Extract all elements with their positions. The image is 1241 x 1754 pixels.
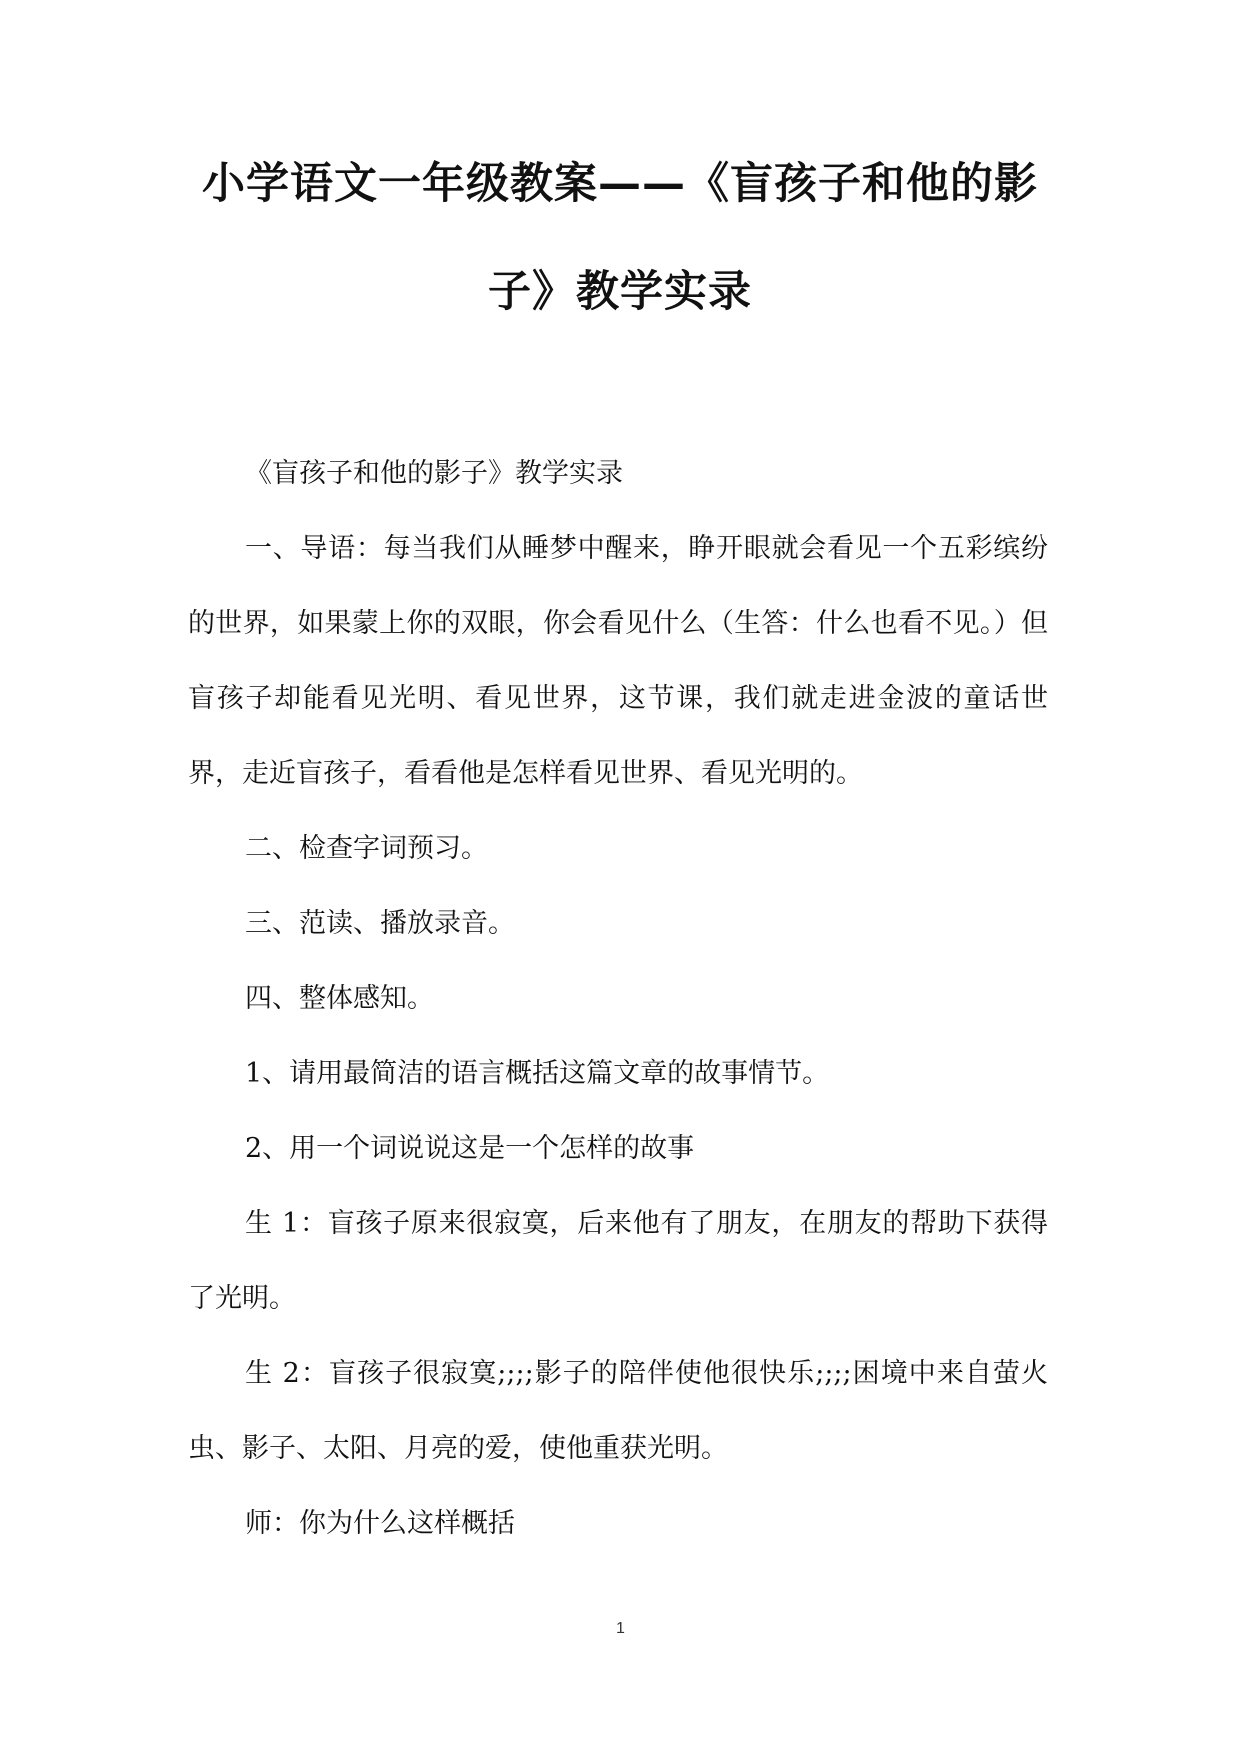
paragraph-question-1: 1、请用最简洁的语言概括这篇文章的故事情节。 xyxy=(245,1058,830,1089)
paragraph-subtitle: 《盲孩子和他的影子》教学实录 xyxy=(245,458,623,489)
title-line-2: 子》教学实录 xyxy=(488,267,752,317)
paragraph-section-4: 四、整体感知。 xyxy=(245,983,434,1014)
document-title xyxy=(160,130,1080,346)
page-number: 1 xyxy=(616,1620,625,1637)
paragraph-student-1: 生 1：盲孩子原来很寂寞，后来他有了朋友，在朋友的帮助下获得了光明。 xyxy=(188,1208,1048,1314)
paragraph-section-2: 二、检查字词预习。 xyxy=(245,833,488,864)
document-body xyxy=(188,436,1048,1561)
title-line-1: 小学语文一年级教案——《盲孩子和他的影 xyxy=(202,159,1038,209)
paragraph-teacher: 师：你为什么这样概括 xyxy=(245,1508,515,1539)
paragraph-question-2: 2、用一个词说说这是一个怎样的故事 xyxy=(245,1133,695,1164)
paragraph-intro: 一、导语：每当我们从睡梦中醒来，睁开眼就会看见一个五彩缤纷的世界，如果蒙上你的双眼，你会看见什么（生答：什么也看不见。）但盲孩子却能看见光明、看见世界，这节课，我们就走进金波的童话世界，走近盲孩子，看看他是怎样看见世界、看见光明的。 xyxy=(188,533,1048,789)
paragraph-section-3: 三、范读、播放录音。 xyxy=(245,908,515,939)
paragraph-student-2: 生 2：盲孩子很寂寞;;;;影子的陪伴使他很快乐;;;;困境中来自萤火虫、影子、太阳、月亮的爱，使他重获光明。 xyxy=(188,1358,1048,1464)
